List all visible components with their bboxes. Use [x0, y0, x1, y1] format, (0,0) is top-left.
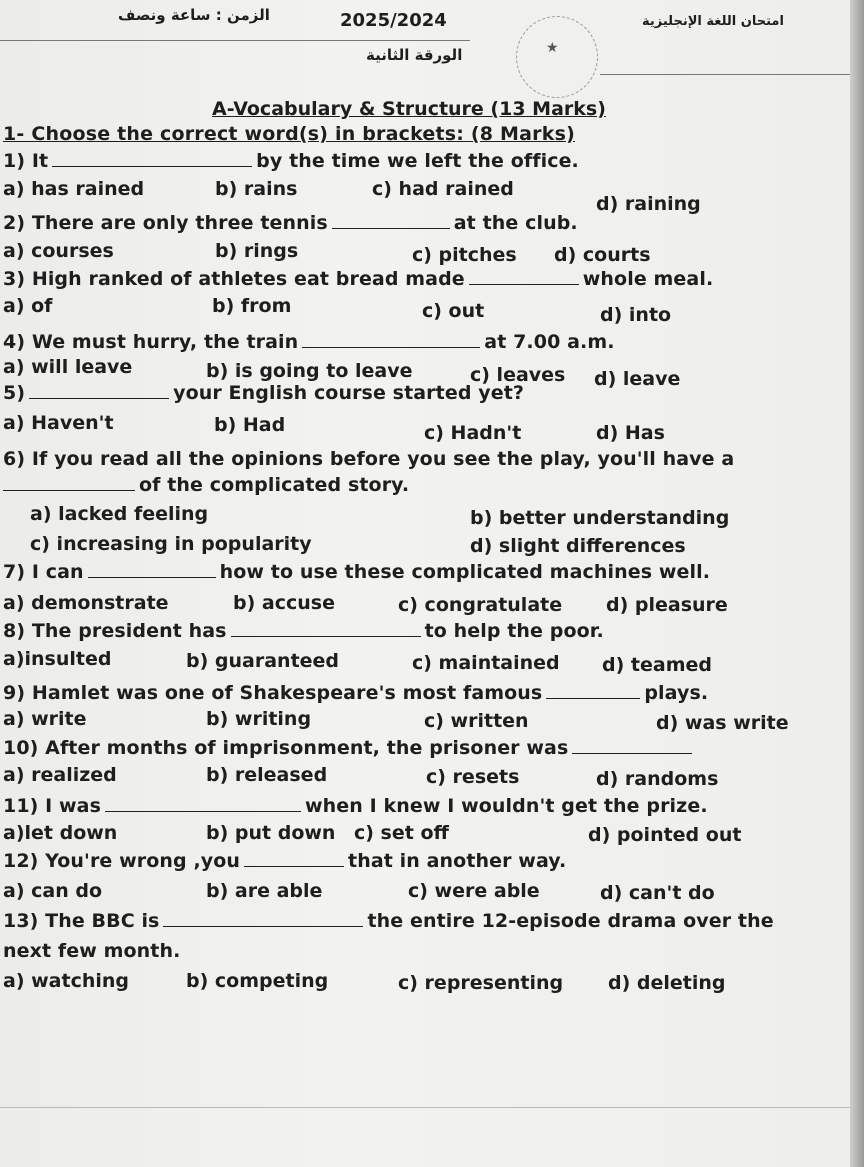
question-9-end: plays. — [644, 682, 709, 704]
question-11-end: when I knew I wouldn't get the prize. — [305, 795, 708, 817]
question-1-stem: 1) It — [3, 150, 49, 172]
exam-name: امتحان اللغة الإنجليزية — [642, 14, 784, 29]
question-12-stem: 12) You're wrong ,you — [3, 850, 241, 872]
question-3-end: whole meal. — [582, 268, 714, 290]
q11-option-a[interactable]: a)let down — [3, 822, 118, 844]
star-mark-icon: ★ — [546, 40, 559, 56]
q2-option-b[interactable]: b) rings — [215, 240, 299, 262]
question-6-line2 — [3, 474, 409, 496]
header-rule-left — [0, 40, 470, 41]
question-9 — [3, 682, 708, 704]
question-11 — [3, 795, 708, 817]
question-2-stem: 2) There are only three tennis — [3, 212, 328, 234]
q11-option-b[interactable]: b) put down — [206, 822, 336, 844]
question-13-continuation: next few month. — [3, 940, 181, 962]
q4-option-b[interactable]: b) is going to leave — [206, 360, 413, 382]
question-13 — [3, 910, 774, 932]
question-7-end: how to use these complicated machines well. — [219, 561, 711, 583]
q11-option-c[interactable]: c) set off — [354, 822, 449, 844]
answer-blank[interactable] — [332, 222, 450, 229]
q8-option-b[interactable]: b) guaranteed — [186, 650, 340, 672]
q7-option-d[interactable]: d) pleasure — [606, 594, 728, 616]
question-6 — [3, 448, 734, 470]
q3-option-a[interactable]: a) of — [3, 295, 53, 317]
question-12 — [3, 850, 566, 872]
school-year: 2025/2024 — [340, 10, 447, 31]
answer-blank[interactable] — [52, 160, 252, 167]
section-title: A-Vocabulary & Structure (13 Marks) — [212, 98, 606, 120]
q7-option-b[interactable]: b) accuse — [233, 592, 335, 614]
q9-option-b[interactable]: b) writing — [206, 708, 312, 730]
question-8 — [3, 620, 604, 642]
answer-blank[interactable] — [302, 341, 480, 348]
question-10 — [3, 737, 696, 759]
q13-option-d[interactable]: d) deleting — [608, 972, 726, 994]
question-5-stem: 5) — [3, 382, 26, 404]
q11-option-d[interactable]: d) pointed out — [588, 824, 742, 846]
q6-option-a[interactable]: a) lacked feeling — [30, 503, 209, 525]
question-4 — [3, 331, 615, 353]
stamp-seal — [516, 16, 598, 98]
q3-option-b[interactable]: b) from — [212, 295, 292, 317]
q2-option-d[interactable]: d) courts — [554, 244, 651, 266]
q13-option-b[interactable]: b) competing — [186, 970, 329, 992]
question-5-end: your English course started yet? — [173, 382, 525, 404]
question-10-stem: 10) After months of imprisonment, the prisoner was — [3, 737, 569, 759]
q8-option-a[interactable]: a)insulted — [3, 648, 112, 670]
answer-blank[interactable] — [231, 630, 421, 637]
question-12-end: that in another way. — [348, 850, 567, 872]
question-4-stem: 4) We must hurry, the train — [3, 331, 299, 353]
q7-option-a[interactable]: a) demonstrate — [3, 592, 169, 614]
question-8-stem: 8) The president has — [3, 620, 227, 642]
footer-divider — [0, 1107, 850, 1108]
q5-option-b[interactable]: b) Had — [214, 414, 286, 436]
q10-option-d[interactable]: d) randoms — [596, 768, 719, 790]
question-4-end: at 7.00 a.m. — [484, 331, 615, 353]
q8-option-d[interactable]: d) teamed — [602, 654, 712, 676]
q1-option-a[interactable]: a) has rained — [3, 178, 145, 200]
q9-option-c[interactable]: c) written — [424, 710, 529, 732]
answer-blank[interactable] — [572, 747, 692, 754]
q8-option-c[interactable]: c) maintained — [412, 652, 560, 674]
q1-option-d[interactable]: d) raining — [596, 193, 701, 215]
q9-option-a[interactable]: a) write — [3, 708, 87, 730]
answer-blank[interactable] — [29, 392, 169, 399]
q1-option-b[interactable]: b) rains — [215, 178, 298, 200]
answer-blank[interactable] — [163, 920, 363, 927]
q4-option-c[interactable]: c) leaves — [470, 364, 566, 386]
answer-blank[interactable] — [88, 571, 216, 578]
q10-option-a[interactable]: a) realized — [3, 764, 117, 786]
question-3 — [3, 268, 713, 290]
q4-option-a[interactable]: a) will leave — [3, 356, 133, 378]
q6-option-c[interactable]: c) increasing in popularity — [30, 533, 312, 555]
q2-option-a[interactable]: a) courses — [3, 240, 114, 262]
answer-blank[interactable] — [546, 692, 640, 699]
question-1-end: by the time we left the office. — [256, 150, 579, 172]
question-8-end: to help the poor. — [424, 620, 604, 642]
paper-number: الورقة الثانية — [366, 46, 463, 64]
q13-option-a[interactable]: a) watching — [3, 970, 130, 992]
q5-option-d[interactable]: d) Has — [596, 422, 665, 444]
header-rule-right — [600, 74, 850, 75]
question-11-stem: 11) I was — [3, 795, 102, 817]
q5-option-c[interactable]: c) Hadn't — [424, 422, 522, 444]
question-3-stem: 3) High ranked of athletes eat bread made — [3, 268, 465, 290]
q12-option-c[interactable]: c) were able — [408, 880, 540, 902]
time-label: الزمن : ساعة ونصف — [118, 6, 270, 24]
question-2 — [3, 212, 578, 234]
question-6-stem: 6) If you read all the opinions before you see the play, you'll have a — [3, 448, 735, 470]
q10-option-b[interactable]: b) released — [206, 764, 328, 786]
q1-option-c[interactable]: c) had rained — [372, 178, 514, 200]
question-1 — [3, 150, 579, 172]
q3-option-d[interactable]: d) into — [600, 304, 672, 326]
q2-option-c[interactable]: c) pitches — [412, 244, 517, 266]
question-7-stem: 7) I can — [3, 561, 84, 583]
question-6-end: of the complicated story. — [139, 474, 410, 496]
q5-option-a[interactable]: a) Haven't — [3, 412, 114, 434]
q12-option-d[interactable]: d) can't do — [600, 882, 715, 904]
q6-option-d[interactable]: d) slight differences — [470, 535, 686, 557]
question-9-stem: 9) Hamlet was one of Shakespeare's most famous — [3, 682, 543, 704]
question-13-end: the entire 12-episode drama over the — [367, 910, 774, 932]
q10-option-c[interactable]: c) resets — [426, 766, 520, 788]
question-13-stem: 13) The BBC is — [3, 910, 160, 932]
question-5 — [3, 382, 524, 404]
question-7 — [3, 561, 710, 583]
question-2-end: at the club. — [453, 212, 578, 234]
q12-option-b[interactable]: b) are able — [206, 880, 323, 902]
instruction: 1- Choose the correct word(s) in brackets: (8 Marks) — [3, 123, 575, 145]
answer-blank[interactable] — [3, 484, 135, 491]
q6-option-b[interactable]: b) better understanding — [470, 507, 730, 529]
answer-blank[interactable] — [244, 860, 344, 867]
q12-option-a[interactable]: a) can do — [3, 880, 102, 902]
q4-option-d[interactable]: d) leave — [594, 368, 681, 390]
answer-blank[interactable] — [105, 805, 301, 812]
q13-option-c[interactable]: c) representing — [398, 972, 564, 994]
page-edge-shadow — [850, 0, 864, 1167]
q3-option-c[interactable]: c) out — [422, 300, 485, 322]
answer-blank[interactable] — [469, 278, 579, 285]
q9-option-d[interactable]: d) was write — [656, 712, 789, 734]
q7-option-c[interactable]: c) congratulate — [398, 594, 563, 616]
